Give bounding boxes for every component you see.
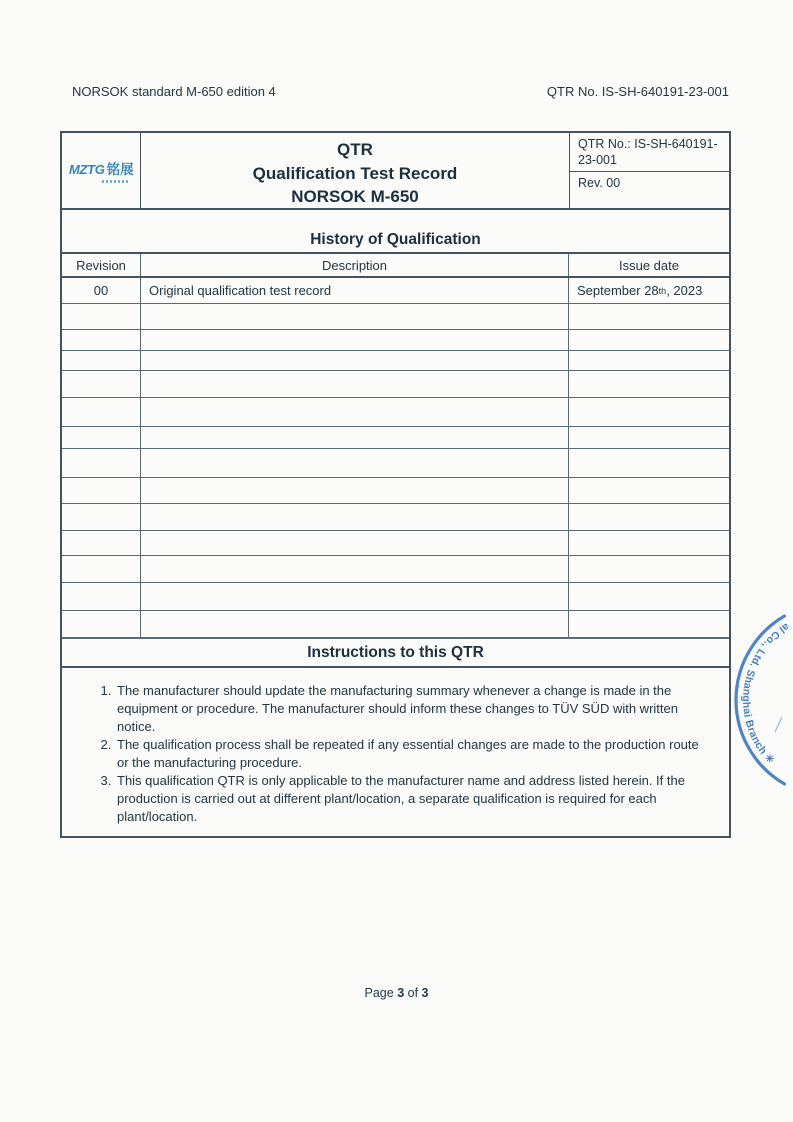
empty-cell bbox=[62, 611, 141, 637]
history-empty-row-3 bbox=[62, 351, 729, 371]
header-standard-reference: NORSOK standard M-650 edition 4 bbox=[72, 84, 276, 99]
empty-cell bbox=[141, 351, 569, 370]
history-empty-row-9 bbox=[62, 504, 729, 531]
title-line-1: QTR bbox=[337, 140, 373, 159]
empty-cell bbox=[569, 371, 729, 397]
history-empty-row-8 bbox=[62, 478, 729, 504]
history-revision-value: 00 bbox=[62, 278, 141, 303]
history-empty-rows bbox=[62, 304, 729, 638]
history-empty-row-13 bbox=[62, 611, 729, 638]
column-header-description: Description bbox=[141, 254, 569, 276]
history-empty-row-12 bbox=[62, 583, 729, 611]
instruction-item-3: 3. This qualification QTR is only applicable to the manufacturer name and address listed herein. If the production is carried out at different plant/location, a separate qualification is required for each plant/location. bbox=[115, 772, 711, 826]
history-empty-row-11 bbox=[62, 556, 729, 583]
empty-cell bbox=[141, 398, 569, 426]
empty-cell bbox=[569, 449, 729, 477]
empty-cell bbox=[141, 531, 569, 555]
empty-cell bbox=[141, 583, 569, 610]
empty-cell bbox=[62, 398, 141, 426]
empty-cell bbox=[62, 556, 141, 582]
history-empty-row-7 bbox=[62, 449, 729, 478]
history-empty-row-10 bbox=[62, 531, 729, 556]
footer-page-current: 3 bbox=[397, 986, 405, 1000]
empty-cell bbox=[569, 398, 729, 426]
empty-cell bbox=[62, 504, 141, 530]
empty-cell bbox=[141, 449, 569, 477]
empty-cell bbox=[141, 330, 569, 350]
history-empty-row-1 bbox=[62, 304, 729, 330]
instruction-item-2: 2. The qualification process shall be repeated if any essential changes are made to the production route or the manufacturing procedure. bbox=[115, 736, 711, 772]
empty-cell bbox=[62, 449, 141, 477]
empty-cell bbox=[141, 611, 569, 637]
document-title bbox=[141, 133, 570, 208]
empty-cell bbox=[62, 427, 141, 448]
title-line-2: Qualification Test Record bbox=[252, 163, 458, 183]
footer-page-total: 3 bbox=[421, 986, 429, 1000]
column-header-issue-date: Issue date bbox=[619, 257, 679, 273]
logo-latin-text: MZTG bbox=[69, 162, 105, 177]
history-issue-date-value: September 28 th , 2023 bbox=[577, 283, 703, 298]
issue-date-suffix: , 2023 bbox=[666, 283, 703, 298]
empty-cell bbox=[62, 531, 141, 555]
logo-cjk-text: 铭展 bbox=[106, 162, 134, 177]
issue-date-prefix: September 28 bbox=[577, 283, 659, 298]
empty-cell bbox=[62, 478, 141, 503]
empty-cell bbox=[569, 330, 729, 350]
empty-cell bbox=[62, 371, 141, 397]
empty-cell bbox=[569, 556, 729, 582]
empty-cell bbox=[569, 531, 729, 555]
empty-cell bbox=[569, 583, 729, 610]
footer-text-1: Page bbox=[364, 986, 398, 1000]
history-empty-row-5 bbox=[62, 398, 729, 427]
empty-cell bbox=[62, 583, 141, 610]
stamp-arc bbox=[736, 616, 784, 784]
empty-cell bbox=[62, 330, 141, 350]
company-logo bbox=[69, 158, 140, 179]
empty-cell bbox=[62, 304, 141, 329]
history-row-00 bbox=[62, 278, 729, 304]
instructions-list bbox=[92, 682, 711, 826]
document-header bbox=[72, 84, 729, 99]
empty-cell bbox=[569, 478, 729, 503]
revision-field: Rev. 00 bbox=[578, 176, 621, 190]
logo-cell bbox=[62, 133, 141, 208]
history-section-title: History of Qualification bbox=[62, 210, 729, 254]
history-empty-row-2 bbox=[62, 330, 729, 351]
empty-cell bbox=[569, 504, 729, 530]
history-description-value: Original qualification test record bbox=[141, 278, 569, 303]
reference-cell bbox=[570, 133, 729, 208]
column-header-revision: Revision bbox=[62, 254, 141, 276]
stamp-ink-mark bbox=[775, 717, 782, 732]
empty-cell bbox=[569, 351, 729, 370]
empty-cell bbox=[569, 304, 729, 329]
instruction-item-1: 1. The manufacturer should update the manufacturing summary whenever a change is made in the equipment or procedure. The manufacturer should inform these changes to TÜV SÜD with written notice. bbox=[115, 682, 711, 736]
title-band bbox=[62, 133, 729, 210]
logo-subtext-strip bbox=[102, 180, 130, 183]
qtr-number-field: QTR No.: IS-SH-640191-23-001 bbox=[570, 133, 729, 172]
footer-text-2: of bbox=[404, 986, 422, 1000]
page-number bbox=[0, 986, 793, 1000]
empty-cell bbox=[141, 478, 569, 503]
stamp-arc-text: al Co., Ltd. Shanghai Branch ✳ bbox=[740, 620, 792, 767]
qtr-form-table bbox=[60, 131, 731, 838]
stamp-inner-mark: › bbox=[735, 680, 742, 691]
title-line-3: NORSOK M-650 bbox=[291, 187, 419, 206]
empty-cell bbox=[141, 427, 569, 448]
header-qtr-number: QTR No. IS-SH-640191-23-001 bbox=[546, 84, 729, 99]
empty-cell bbox=[141, 304, 569, 329]
empty-cell bbox=[569, 611, 729, 637]
empty-cell bbox=[141, 371, 569, 397]
history-empty-row-6 bbox=[62, 427, 729, 449]
instructions-body bbox=[62, 668, 729, 836]
instructions-section-title: Instructions to this QTR bbox=[62, 638, 729, 668]
empty-cell bbox=[569, 427, 729, 448]
empty-cell bbox=[141, 556, 569, 582]
empty-cell bbox=[141, 504, 569, 530]
history-empty-row-4 bbox=[62, 371, 729, 398]
empty-cell bbox=[62, 351, 141, 370]
history-column-headers bbox=[62, 254, 729, 278]
